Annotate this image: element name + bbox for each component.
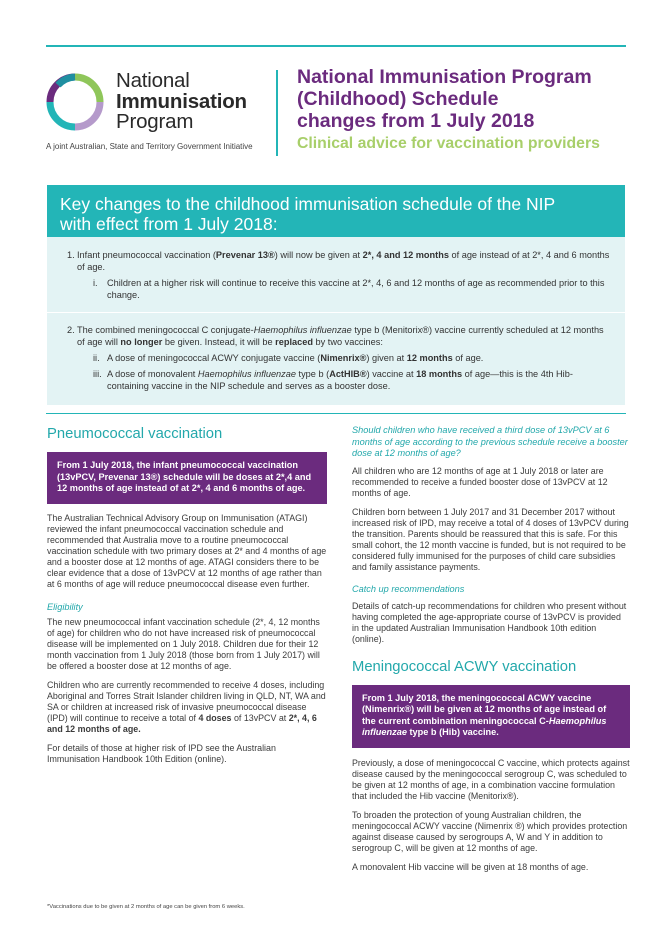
organism-name: Haemophilus influenzae <box>362 715 607 737</box>
pneumococcal-section <box>47 425 327 765</box>
item-text: Infant pneumococcal vaccination ( <box>77 250 216 260</box>
subitem-number: ii. <box>93 353 100 363</box>
eligibility-heading: Eligibility <box>47 601 83 612</box>
page-title <box>297 66 600 155</box>
callout-text: From 1 July 2018, the meningococcal ACWY vaccine (Nimenrix®) will be given at 12 months of age instead of the current combination meningococcal C- <box>362 692 607 726</box>
catch-up-para: Details of catch-up recommendations for children who present without having completed the age-appropriate course of 13vPCV is provided in the updated Australian Immunisation Handbook 10th edition (online). <box>352 600 627 644</box>
subitem-number: iii. <box>93 369 102 379</box>
title-line-3: changes from 1 July 2018 <box>297 110 535 132</box>
key-changes-body <box>47 237 625 392</box>
meningococcal-callout <box>352 685 630 748</box>
subitem-text: Children at a higher risk will continue to receive this vaccine at 2*, 4, 6 and 12 months of age as recommended prior to this change. <box>107 278 605 300</box>
item-number: 1. <box>67 250 75 260</box>
item-text: by two vaccines: <box>312 337 383 347</box>
right-column <box>352 425 630 873</box>
logo-tagline: A joint Australian, State and Territory Government Initiative <box>46 142 253 151</box>
item-text: type b (Menitorix®) vaccine currently scheduled at 12 months of age will <box>77 325 604 347</box>
key-separator <box>47 312 625 313</box>
callout-text: From 1 July 2018, the infant pneumococcal vaccination (13vPCV, Prevenar 13®) schedule will be doses at 2*,4 and 12 months of age instead of at 2*, 4 and 6 months of age. <box>57 460 312 493</box>
subitem-number: i. <box>93 278 98 288</box>
meningococcal-para-1: Previously, a dose of meningococcal C vaccine, which protects against disease caused by the meningococcal serogroup C, was scheduled to be given at 12 months of age, in a combination vaccine formulation that included the Hib vaccine (Menitorix®). <box>352 757 630 801</box>
subitem-text: of age. <box>452 353 484 363</box>
para-text: of 13vPCV at <box>231 712 289 723</box>
schedule-ages: 12 months <box>406 353 453 363</box>
booster-question-heading: Should children who have received a third dose of 13vPCV at 6 months of age according to the previous schedule receive a booster dose at 12 months of age? <box>352 425 628 458</box>
catch-up-heading: Catch up recommendations <box>352 583 465 594</box>
pneumococcal-para-1: The Australian Technical Advisory Group on Immunisation (ATAGI) reviewed the infant pneumococcal vaccination schedule and recommended that Australia move to a routine pneumococcal vaccination schedule with two primary doses at 2* and 4 months of age and a booster dose at 12 months of age. ATAGI considers there to be clear evidence that a dose of 13vPCV at 12 months of age rather than at 6 months of age will reduce pneumococcal disease even further. <box>47 512 327 589</box>
logo-wordmark <box>116 71 247 133</box>
logo-line-1: National <box>116 69 190 92</box>
subitem-text: A dose of meningococcal ACWY conjugate vaccine ( <box>107 353 321 363</box>
emphasis: 4 doses <box>198 712 232 723</box>
key-heading-line-1: Key changes to the childhood immunisation schedule of the NIP <box>60 194 556 214</box>
subitem-text: of age—this is the 4th Hib-containing vaccine in the NIP schedule and serves as a booster dose. <box>107 369 573 391</box>
emphasis: replaced <box>275 337 313 347</box>
subitem-text: ) given at <box>366 353 407 363</box>
emphasis: no longer <box>120 337 163 347</box>
subitem-text: A dose of monovalent <box>107 369 198 379</box>
page-subtitle: Clinical advice for vaccination providers <box>297 135 600 152</box>
pneumococcal-para-3 <box>47 680 327 735</box>
vaccine-name: Nimenrix® <box>320 353 367 363</box>
item-text: ) will now be given at <box>274 250 363 260</box>
title-line-2: (Childhood) Schedule <box>297 88 499 110</box>
pneumococcal-heading: Pneumococcal vaccination <box>47 426 223 442</box>
key-subitem-2-ii <box>59 352 613 364</box>
schedule-ages: 2*, 4 and 12 months <box>362 250 449 260</box>
nip-logo-icon <box>46 73 104 131</box>
key-subitem-1-i <box>59 277 613 301</box>
key-heading-line-2: with effect from 1 July 2018: <box>60 214 278 234</box>
pneumococcal-para-2: The new pneumococcal infant vaccination schedule (2*, 4, 12 months of age) for children who do not have increased risk of pneumococcal disease will be implemented on 1 July 2018. Children due for their 12 month vaccination from 1 July 2018 (those born from 1 July 2017) will be offered a booster dose at 12 months of age. <box>47 616 320 671</box>
booster-para-2: Children born between 1 July 2017 and 31 December 2017 without increased risk of IPD, may receive a total of 4 doses of 13vPCV during the transition. Parents should be reassured that this is safe. For this small cohort, the 12 month vaccine is funded, but is not required to be considered fully immunised for the purposes of child care subsidies and family assistance payments. <box>352 506 629 572</box>
section-rule <box>46 413 626 414</box>
item-text: of age instead of at 2*, 4 and 6 months of age. <box>77 250 610 272</box>
pneumococcal-para-4: For details of those at higher risk of IPD see the Australian Immunisation Handbook 10th Edition (online). <box>47 742 276 764</box>
callout-text: type b (Hib) vaccine. <box>406 727 499 737</box>
organism-name: Haemophilus influenzae <box>253 325 352 335</box>
title-line-1: National Immunisation Program <box>297 66 592 88</box>
vaccine-name: ActHIB® <box>329 369 367 379</box>
item-number: 2. <box>67 325 75 335</box>
header-divider <box>276 70 278 156</box>
meningococcal-heading: Meningococcal ACWY vaccination <box>352 658 577 675</box>
item-text: The combined meningococcal C conjugate- <box>77 325 254 335</box>
logo-line-2: Immunisation <box>116 89 247 113</box>
meningococcal-para-2: To broaden the protection of young Australian children, the meningococcal ACWY vaccine (Nimenrix ®) which provides protection against disease caused by serogroups A, W and Y in addition to serogroup C, will be given at 12 months of age. <box>352 809 628 853</box>
footnote: *Vaccinations due to be given at 2 months of age can be given from 6 weeks. <box>47 904 245 910</box>
emphasis: 2*, 4, 6 and 12 months of age. <box>47 712 317 734</box>
key-changes-heading <box>47 185 625 237</box>
key-changes-box <box>47 185 625 405</box>
item-text: be given. Instead, it will be <box>162 337 276 347</box>
schedule-ages: 18 months <box>416 369 463 379</box>
meningococcal-para-3: A monovalent Hib vaccine will be given at 18 months of age. <box>352 861 589 872</box>
key-item-2 <box>59 324 613 348</box>
logo-line-3: Program <box>116 110 194 133</box>
subitem-text: ) vaccine at <box>366 369 417 379</box>
top-rule <box>46 45 626 47</box>
para-text: Children who are currently recommended to receive 4 doses, including Aboriginal and Torres Strait Islander children living in QLD, NT, WA and SA or children at increased risk of invasive pneumococcal disease (IPD) will continue to receive a total of <box>47 679 326 723</box>
vaccine-name: Prevenar 13® <box>215 250 275 260</box>
key-subitem-2-iii <box>59 368 613 392</box>
booster-para-1: All children who are 12 months of age at 1 July 2018 or later are recommended to receive a funded booster dose of 13vPCV at 12 months of age. <box>352 465 608 498</box>
key-item-1 <box>59 249 613 273</box>
subitem-text: type b ( <box>295 369 330 379</box>
organism-name: Haemophilus influenzae <box>197 369 296 379</box>
pneumococcal-callout <box>47 452 327 504</box>
